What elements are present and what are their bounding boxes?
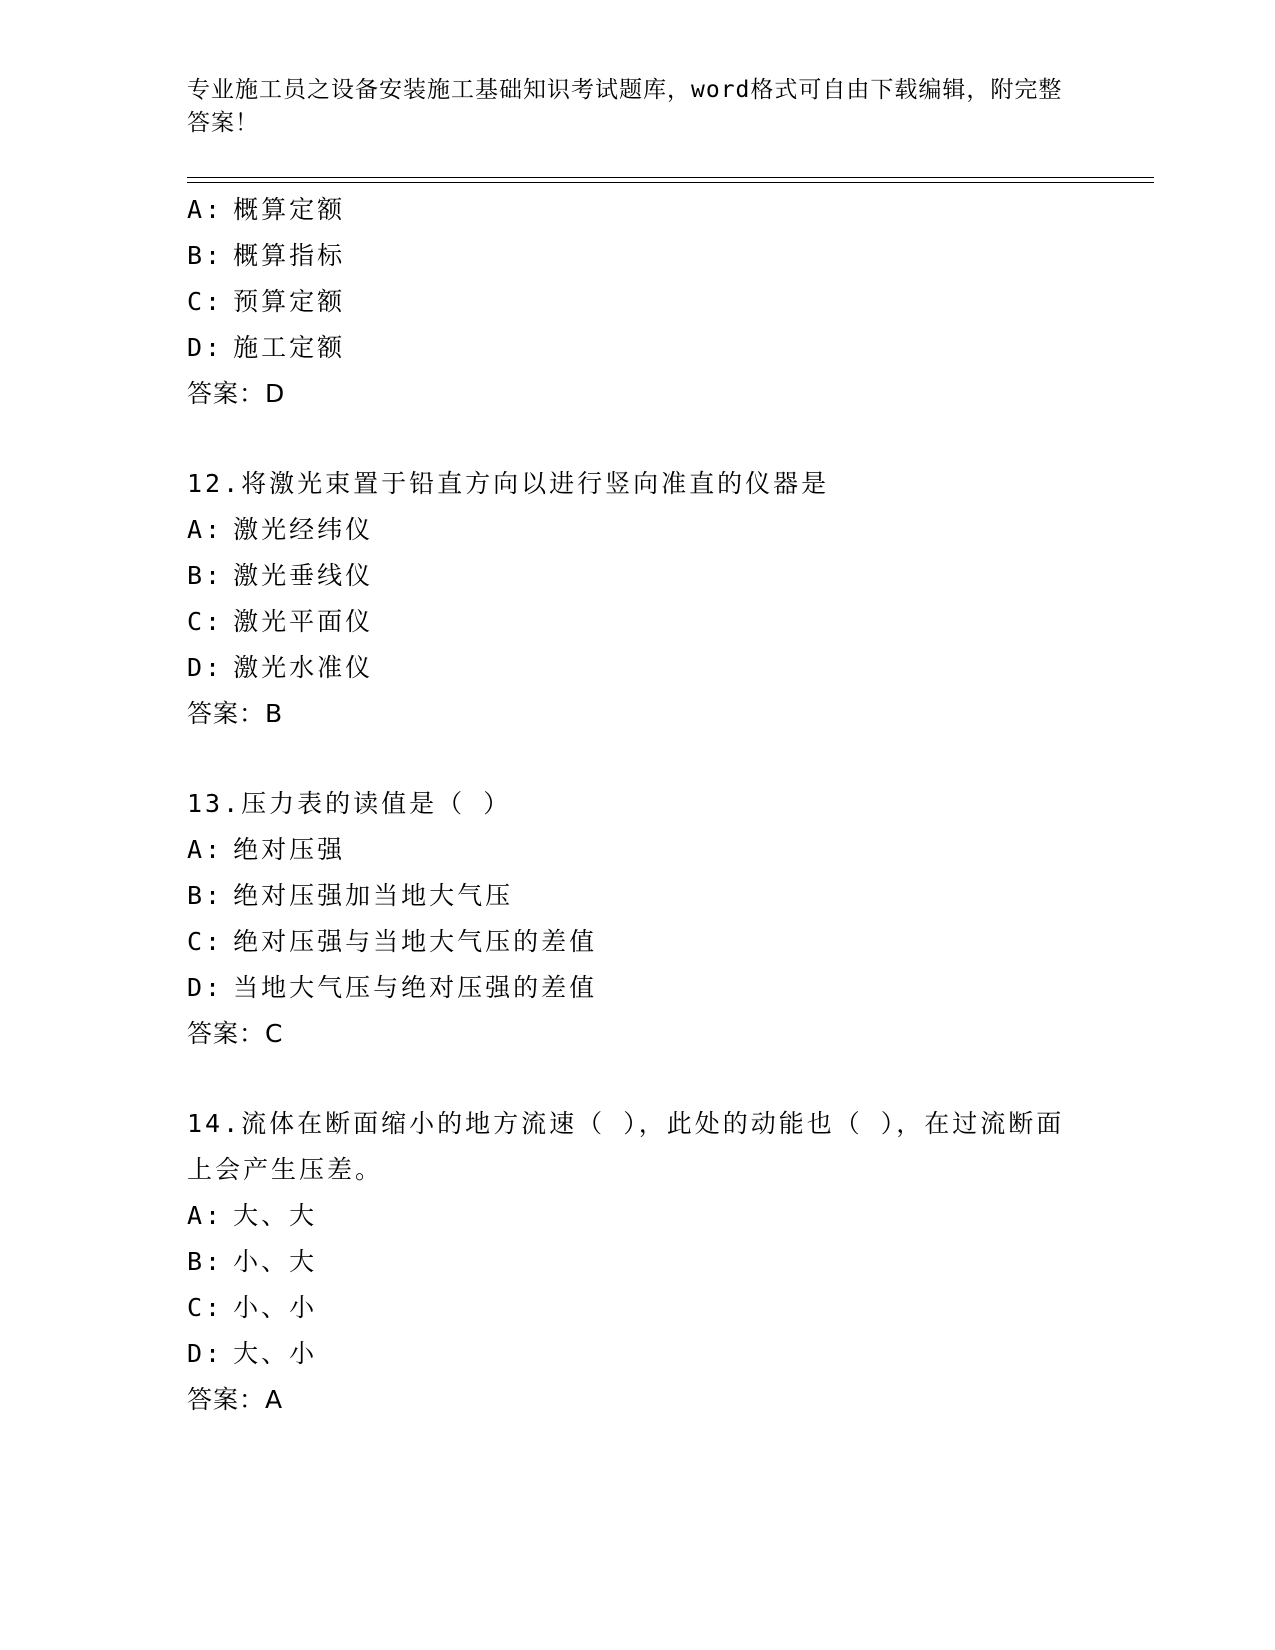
question-list	[187, 187, 1087, 1423]
option-c	[187, 1285, 1087, 1331]
question-stem: 13.压力表的读值是（ ）	[187, 789, 512, 818]
option-text: 概算指标	[233, 241, 346, 270]
question-14	[187, 1101, 1087, 1423]
option-a	[187, 1193, 1087, 1239]
option-text: 绝对压强加当地大气压	[233, 881, 514, 910]
option-text: 小、大	[233, 1247, 318, 1276]
option-text: 绝对压强	[233, 835, 346, 864]
option-text: 激光水准仪	[233, 653, 374, 682]
option-b	[187, 233, 1087, 279]
option-text: 预算定额	[233, 287, 346, 316]
option-c	[187, 919, 1087, 965]
question-stem: 12.将激光束置于铅直方向以进行竖向准直的仪器是	[187, 469, 830, 498]
option-letter: D:	[187, 1339, 224, 1368]
option-text: 绝对压强与当地大气压的差值	[233, 927, 598, 956]
option-d	[187, 965, 1087, 1011]
option-c	[187, 279, 1087, 325]
answer-line: 答案：B	[187, 699, 284, 728]
option-a	[187, 507, 1087, 553]
answer-line: 答案：C	[187, 1019, 284, 1048]
option-letter: C:	[187, 1293, 224, 1322]
header-divider-bottom	[187, 182, 1154, 183]
option-a	[187, 827, 1087, 873]
header-divider-top	[187, 177, 1154, 178]
option-letter: C:	[187, 287, 224, 316]
option-letter: A:	[187, 835, 224, 864]
option-text: 激光垂线仪	[233, 561, 374, 590]
option-b	[187, 553, 1087, 599]
option-letter: B:	[187, 241, 224, 270]
option-d	[187, 645, 1087, 691]
question-13	[187, 781, 1087, 1057]
option-letter: D:	[187, 333, 224, 362]
option-c	[187, 599, 1087, 645]
answer-line: 答案：A	[187, 1385, 284, 1414]
question-stem: 14.流体在断面缩小的地方流速（ ），此处的动能也（ ），在过流断面上会产生压差。	[187, 1109, 1065, 1184]
option-text: 激光经纬仪	[233, 515, 374, 544]
option-d	[187, 325, 1087, 371]
option-letter: C:	[187, 927, 224, 956]
answer-line: 答案：D	[187, 379, 286, 408]
option-letter: A:	[187, 195, 224, 224]
option-letter: A:	[187, 515, 224, 544]
option-letter: B:	[187, 561, 224, 590]
question-12	[187, 461, 1087, 737]
option-text: 当地大气压与绝对压强的差值	[233, 973, 598, 1002]
option-d	[187, 1331, 1087, 1377]
option-text: 概算定额	[233, 195, 346, 224]
option-letter: A:	[187, 1201, 224, 1230]
option-b	[187, 1239, 1087, 1285]
option-a	[187, 187, 1087, 233]
option-text: 大、大	[233, 1201, 318, 1230]
option-letter: B:	[187, 1247, 224, 1276]
document-intro: 专业施工员之设备安装施工基础知识考试题库，word格式可自由下载编辑，附完整答案！	[187, 77, 1063, 136]
option-b	[187, 873, 1087, 919]
option-letter: B:	[187, 881, 224, 910]
option-text: 激光平面仪	[233, 607, 374, 636]
option-letter: C:	[187, 607, 224, 636]
question-11	[187, 187, 1087, 417]
option-letter: D:	[187, 973, 224, 1002]
option-text: 施工定额	[233, 333, 346, 362]
option-text: 小、小	[233, 1293, 318, 1322]
option-letter: D:	[187, 653, 224, 682]
option-text: 大、小	[233, 1339, 318, 1368]
